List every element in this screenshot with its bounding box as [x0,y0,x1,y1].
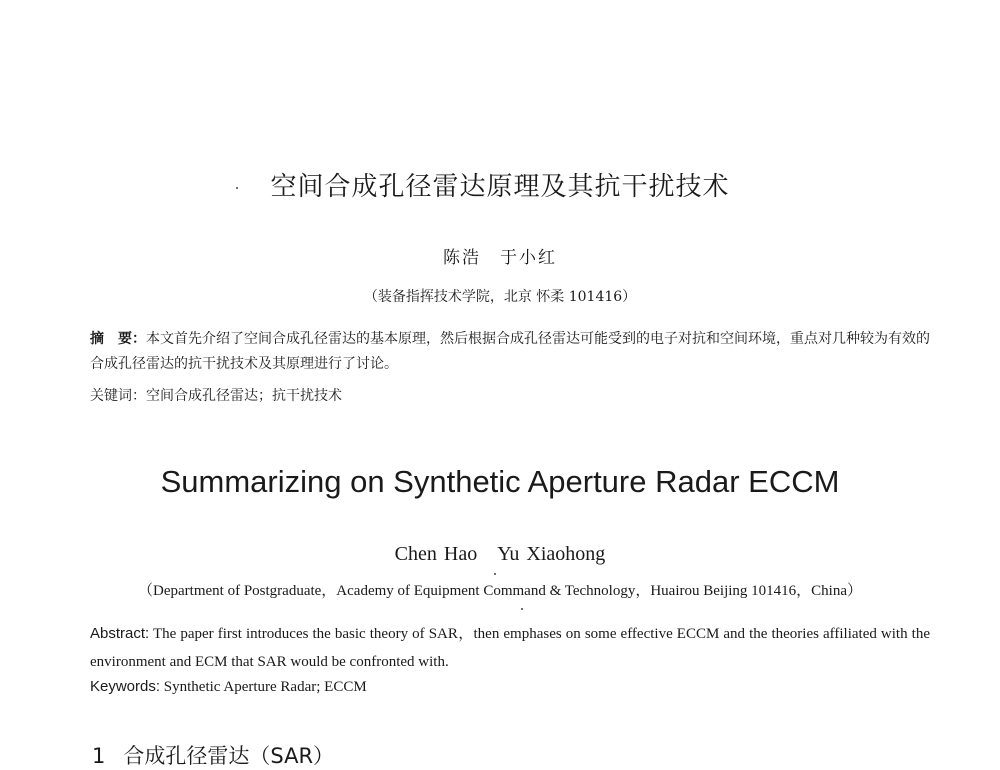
chinese-keywords-label: 关键词： [90,388,146,404]
english-keywords-label: Keywords: [90,678,161,695]
chinese-abstract [90,327,930,377]
chinese-keywords [90,385,342,405]
chinese-abstract-text: 本文首先介绍了空间合成孔径雷达的基本原理，然后根据合成孔径雷达可能受到的电子对抗和空间环境，重点对几种较为有效的合成孔径雷达的抗干扰技术及其原理进行了讨论。 [90,331,930,372]
english-keywords [90,678,367,696]
chinese-affiliation: （装备指挥技术学院，北京 怀柔 101416） [363,289,637,305]
scan-speck [236,187,238,189]
english-abstract [90,620,930,676]
section-number: 1 [92,744,106,768]
english-keywords-text: Synthetic Aperture Radar; ECCM [163,679,367,695]
section-title: 合成孔径雷达（SAR） [123,744,335,768]
english-abstract-text: The paper first introduces the basic theory of SAR，then emphases on some effective ECCM and the theories affiliated with the environment and ECM that SAR would be confronted with. [90,626,930,670]
english-abstract-label: Abstract: [90,625,150,642]
scan-speck [494,573,496,575]
english-affiliation: （Department of Postgraduate，Academy of Equipment Command & Technology，Huairou Beijing 101416，China） [138,583,862,599]
scan-speck [521,608,523,610]
chinese-authors: 陈浩 于小红 [443,248,557,268]
chinese-title: 空间合成孔径雷达原理及其抗干扰技术 [270,172,730,202]
section-heading [92,740,334,770]
chinese-keywords-text: 空间合成孔径雷达；抗干扰技术 [146,388,342,404]
chinese-abstract-label: 摘 要： [90,331,146,347]
english-title: Summarizing on Synthetic Aperture Radar ECCM [160,464,840,499]
english-authors: Chen Hao Yu Xiaohong [394,543,606,565]
